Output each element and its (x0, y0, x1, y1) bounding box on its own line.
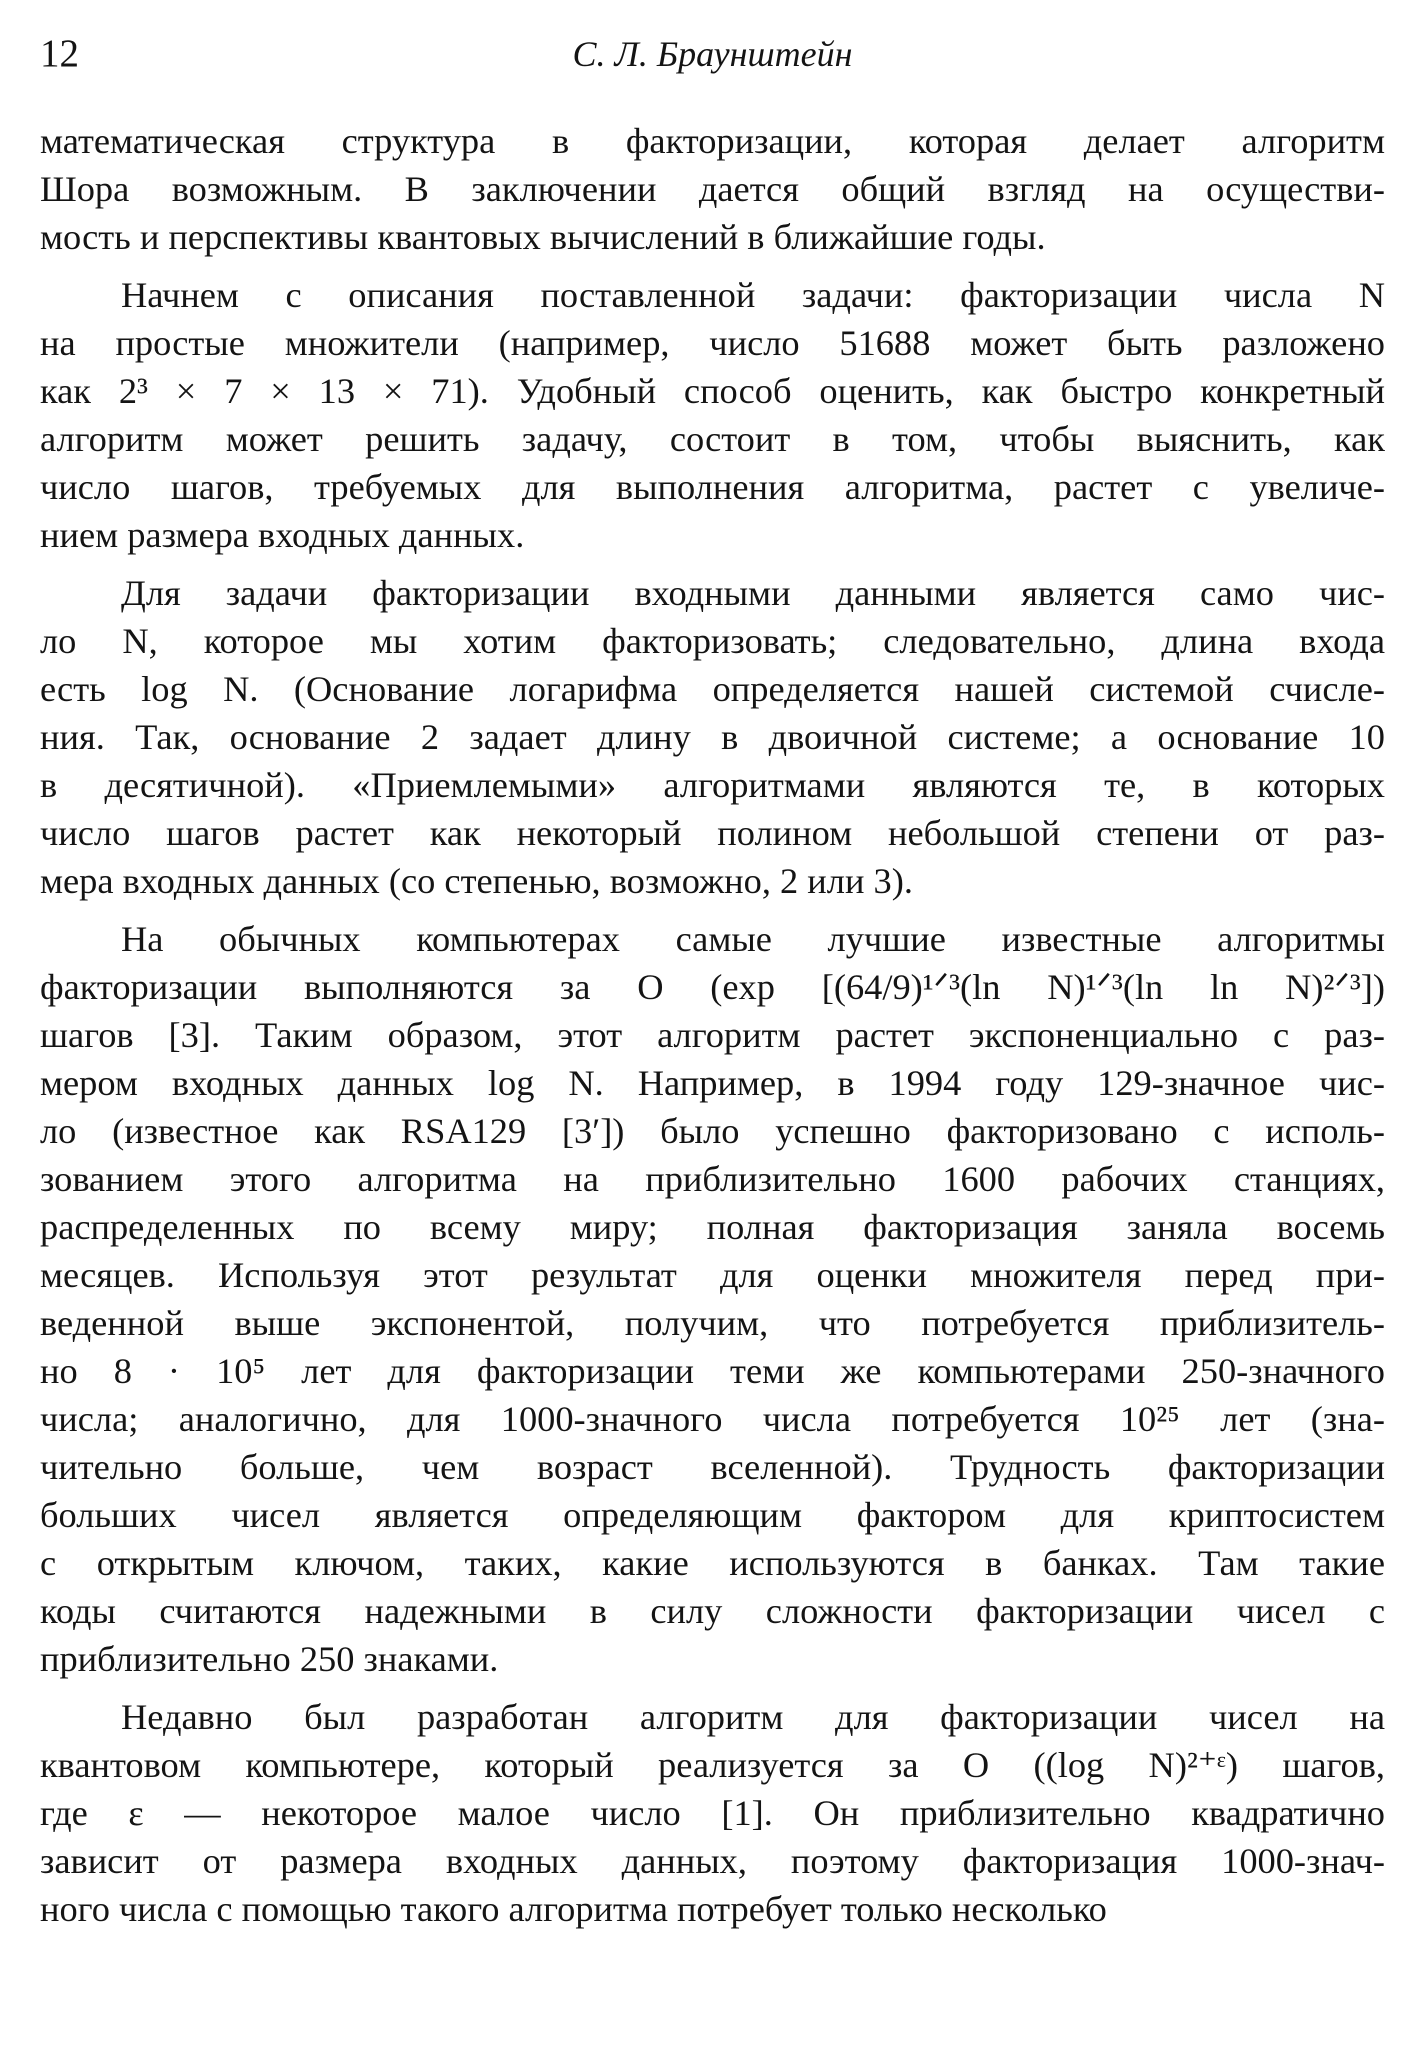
page-number: 12 (40, 32, 79, 75)
paragraph (40, 915, 1385, 1683)
text-line: распределенных по всему миру; полная факторизация заняла восемь (40, 1207, 1385, 1247)
text-line: месяцев. Используя этот результат для оценки множителя перед при- (40, 1255, 1385, 1295)
text-line: алгоритм может решить задачу, состоит в том, чтобы выяснить, как (40, 419, 1385, 459)
text-line: но 8 · 10⁵ лет для факторизации теми же компьютерами 250-значного (40, 1351, 1385, 1391)
body-text (40, 117, 1385, 1933)
text-line: числа; аналогично, для 1000-значного числа потребуется 10²⁵ лет (зна- (40, 1399, 1385, 1439)
text-line: чительно больше, чем возраст вселенной). Трудность факторизации (40, 1447, 1385, 1487)
text-line: коды считаются надежными в силу сложности факторизации чисел с (40, 1591, 1385, 1631)
text-line: На обычных компьютерах самые лучшие известные алгоритмы (121, 919, 1385, 959)
text-line: зависит от размера входных данных, поэтому факторизация 1000-знач- (40, 1841, 1385, 1881)
text-line: с открытым ключом, таких, какие используются в банках. Там такие (40, 1543, 1385, 1583)
text-line: веденной выше экспонентой, получим, что потребуется приблизитель- (40, 1303, 1385, 1343)
running-header-author: С. Л. Браунштейн (572, 34, 853, 74)
text-line: Начнем с описания поставленной задачи: факторизации числа N (121, 275, 1385, 315)
text-line: мера входных данных (со степенью, возможно, 2 или 3). (40, 861, 913, 901)
paragraph (40, 569, 1385, 905)
text-line: есть log N. (Основание логарифма определяется нашей системой счисле- (40, 669, 1385, 709)
text-line: ло (известное как RSA129 [3′]) было успешно факторизовано с исполь- (40, 1111, 1385, 1151)
text-line: мером входных данных log N. Например, в 1994 году 129-значное чис- (40, 1063, 1385, 1103)
text-line: факторизации выполняются за O (exp [(64/9)¹ᐟ³(ln N)¹ᐟ³(ln ln N)²ᐟ³]) (40, 967, 1385, 1007)
text-line: Для задачи факторизации входными данными является само чис- (121, 573, 1385, 613)
text-line: квантовом компьютере, который реализуется за O ((log N)²⁺ᵋ) шагов, (40, 1745, 1385, 1785)
paragraph-gap (40, 261, 1385, 271)
text-line: больших чисел является определяющим фактором для криптосистем (40, 1495, 1385, 1535)
text-line: ния. Так, основание 2 задает длину в двоичной системе; а основание 10 (40, 717, 1385, 757)
text-line: Недавно был разработан алгоритм для факторизации чисел на (121, 1697, 1385, 1737)
text-line: шагов [3]. Таким образом, этот алгоритм растет экспоненциально с раз- (40, 1015, 1385, 1055)
paragraph (40, 117, 1385, 261)
text-line: где ε — некоторое малое число [1]. Он приблизительно квадратично (40, 1793, 1385, 1833)
text-line: мость и перспективы квантовых вычислений в ближайшие годы. (40, 217, 1046, 257)
text-line: математическая структура в факторизации, которая делает алгоритм (40, 121, 1385, 161)
text-line: Шора возможным. В заключении дается общий взгляд на осуществи- (40, 169, 1385, 209)
paragraph-gap (40, 559, 1385, 569)
text-line: зованием этого алгоритма на приблизительно 1600 рабочих станциях, (40, 1159, 1385, 1199)
text-line: как 2³ × 7 × 13 × 71). Удобный способ оценить, как быстро конкретный (40, 371, 1385, 411)
text-line: число шагов растет как некоторый полином небольшой степени от раз- (40, 813, 1385, 853)
paragraph (40, 271, 1385, 559)
text-line: нием размера входных данных. (40, 515, 525, 555)
text-line: ло N, которое мы хотим факторизовать; следовательно, длина входа (40, 621, 1385, 661)
text-line: на простые множители (например, число 51688 может быть разложено (40, 323, 1385, 363)
paragraph-gap (40, 1683, 1385, 1693)
text-line: в десятичной). «Приемлемыми» алгоритмами являются те, в которых (40, 765, 1385, 805)
text-line: ного числа с помощью такого алгоритма потребует только несколько (40, 1889, 1107, 1929)
paragraph (40, 1693, 1385, 1933)
text-line: число шагов, требуемых для выполнения алгоритма, растет с увеличе- (40, 467, 1385, 507)
paragraph-gap (40, 905, 1385, 915)
text-line: приблизительно 250 знаками. (40, 1639, 499, 1679)
